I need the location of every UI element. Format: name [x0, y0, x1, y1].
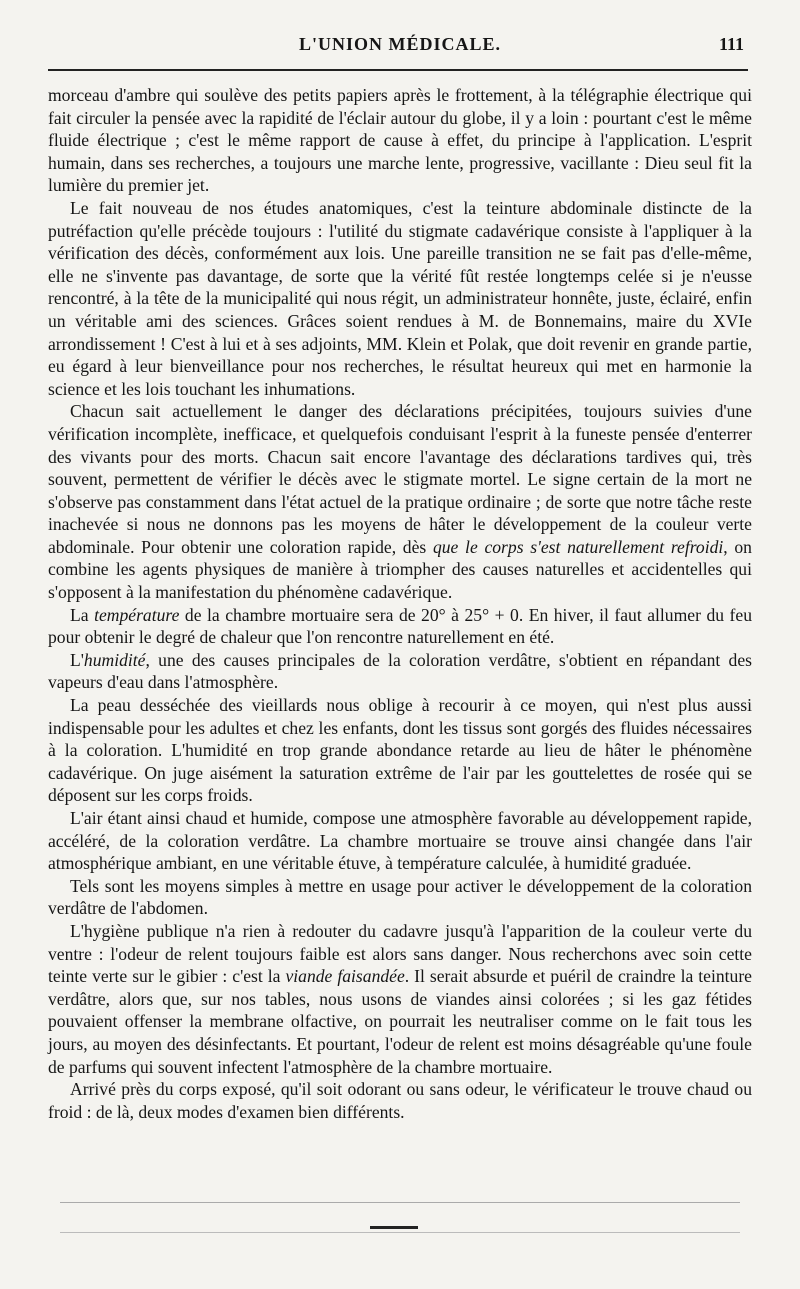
header-rule [48, 69, 748, 71]
paragraph-6: La peau desséchée des vieillards nous oblige à recourir à ce moyen, qui n'est plus aussi indispensable pour les adultes et chez les enfants, dont les tissus sont gorgés des fluides nécessaires à la coloration. L'humidité en trop grande abondance retarde au lieu de hâter le phénomène cadavérique. On juge aisément la saturation extrême de l'air par les gouttelettes de rosée qui se déposent sur les corps froids. [48, 695, 752, 806]
paragraph-7: L'air étant ainsi chaud et humide, compose une atmosphère favorable au développement rapide, accéléré, de la coloration verdâtre. La chambre mortuaire se trouve ainsi changée dans l'air atmosphérique ambiant, en une véritable étuve, à température calculée, à humidité graduée. [48, 808, 752, 874]
paragraph-1: morceau d'ambre qui soulève des petits papiers après le frottement, à la télégraphie électrique qui fait circuler la pensée avec la rapidité de l'éclair autour du globe, il y a loin : pourtant c'est le même fluide électrique ; c'est le même rapport de cause à effet, du principe à l'application. L'esprit humain, dans ses recherches, a toujours une marche lente, progressive, vacillante : Dieu seul fit la lumière du premier jet. [48, 85, 752, 196]
paragraph-4: La température de la chambre mortuaire sera de 20° à 25° + 0. En hiver, il faut allumer du feu pour obtenir le degré de chaleur que l'on rencontre naturellement en été. [48, 604, 752, 648]
italic-term-viande: viande faisandée [285, 966, 405, 987]
paragraph-5: L'humidité, une des causes principales de la coloration verdâtre, s'obtient en répandant des vapeurs d'eau dans l'atmosphère. [48, 649, 752, 693]
paragraph-3: Chacun sait actuellement le danger des déclarations précipitées, toujours suivies d'une vérification incomplète, inefficace, et quelquefois conduisant l'esprit à la funeste pensée d'enterrer des vivants pour des morts. Chacun sait encore l'avantage des déclarations tardives qui, très souvent, permettent de vérifier le décès avec le stigmate mortel. Le signe certain de la mort ne s'observe pas constamment dans l'état actuel de la pratique ordinaire ; de sorte que notre tâche reste inachevée si nous ne donnons pas les moyens de hâter le développement de la couleur verte abdominale. Pour obtenir une coloration rapide, dès que le corps s'est naturellement refroidi, on combine les agents physiques de manière à triompher des causes naturelles et accidentelles qui s'opposent à la manifestation du phénomène cadavérique. [48, 401, 752, 603]
footer-rule-lower [60, 1232, 740, 1233]
paragraph-9: L'hygiène publique n'a rien à redouter du cadavre jusqu'à l'apparition de la couleur verte du ventre : l'odeur de relent toujours faible est alors sans danger. Nous recherchons avec soin cette teinte verte sur le gibier : c'est la viande faisandée. Il serait absurde et puéril de craindre la teinture verdâtre, alors que, sur nos tables, nous usons de viandes ainsi colorées ; si les gaz fétides pouvaient offenser la membrane olfactive, on pourrait les neutraliser comme on le fait tous les jours, au moyen des désinfectants. Et pourtant, l'odeur de relent est moins désagréable qu'une foule de parfums qui souvent infectent l'atmosphère de la chambre mortuaire. [48, 920, 752, 1077]
article-body [48, 84, 752, 1123]
page-number: 111 [718, 34, 744, 54]
running-title: L'UNION MÉDICALE. [298, 34, 502, 54]
paragraph-2: Le fait nouveau de nos études anatomiques, c'est la teinture abdominale distincte de la putréfaction qu'elle précède toujours : l'utilité du stigmate cadavérique consiste à l'appliquer à la vérification des décès, conformément aux lois. Une pareille transition ne se fait pas d'elle-même, elle ne s'invente pas davantage, de sorte que la vérité fût restée longtemps celée si je n'eusse rencontré, à la tête de la municipalité qui nous régit, un administrateur honnête, juste, éclairé, enfin un véritable ami des sciences. Grâces soient rendues à M. de Bonnemains, maire du XVIe arrondissement ! C'est à lui et à ses adjoints, MM. Klein et Polak, que doit revenir en grande partie, eu égard à leur bienveillance pour nos recherches, le résultat heureux qui met en harmonie la science et les lois touchant les inhumations. [48, 197, 752, 399]
footer-ornament-rule [370, 1226, 418, 1229]
paragraph-8: Tels sont les moyens simples à mettre en usage pour activer le développement de la coloration verdâtre de l'abdomen. [48, 875, 752, 919]
italic-term-humidite: humidité [83, 649, 146, 670]
paragraph-10: Arrivé près du corps exposé, qu'il soit odorant ou sans odeur, le vérificateur le trouve chaud ou froid : de là, deux modes d'examen bien différents. [48, 1079, 752, 1122]
page-header [52, 34, 748, 58]
italic-term-temperature: température [94, 604, 180, 625]
footer-rule [60, 1202, 740, 1203]
italic-phrase: que le corps s'est naturellement refroidi [432, 536, 724, 557]
